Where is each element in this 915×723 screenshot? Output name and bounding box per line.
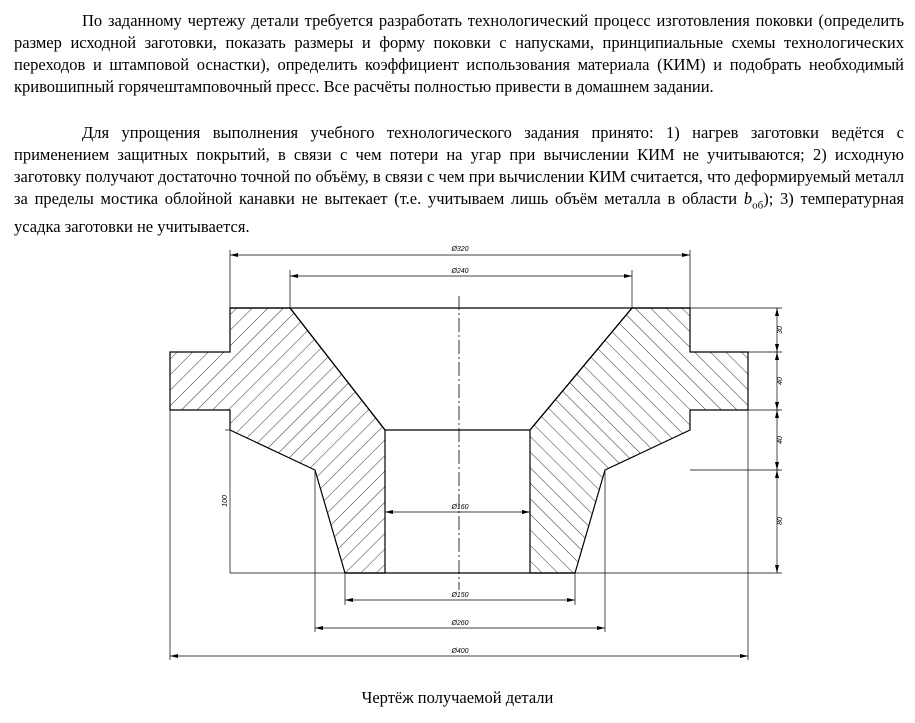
dim-h80: 80 (777, 517, 784, 525)
dim-h40b: 40 (777, 436, 784, 444)
dim-d320: Ø320 (451, 246, 469, 253)
dim-h30: 30 (777, 326, 784, 334)
drawing-caption: Чертёж получаемой детали (361, 688, 554, 707)
flash-bridge-subscript: об (752, 199, 764, 212)
dim-d400: Ø400 (451, 648, 469, 655)
left-section (170, 308, 385, 573)
dim-h40a: 40 (777, 377, 784, 385)
dim-d150: Ø150 (451, 592, 469, 599)
dim-d260: Ø260 (451, 620, 469, 627)
flash-bridge-symbol: b (743, 189, 753, 208)
assumptions-text: Для упрощения выполнения учебного технологического задания принято: 1) нагрев заготовки ведётся с применением защитных покрытий, в связи с чем потери на угар при вычислении КИМ не учитываются; 2) исходную заготовку получают достаточно точной по объёму, в связи с чем при вычислении КИМ считается, что деформируемый металл за пределы мостика облойной канавки не вытекает (т.е. учитываем лишь объём металла в области (14, 123, 904, 208)
dim-d240: Ø240 (451, 268, 469, 275)
right-section (530, 308, 748, 573)
task-text: По заданному чертежу детали требуется разработать технологический процесс изготовления поковки (определить размер исходной заготовки, показать размеры и форму поковки с напусками, принципиальные схемы технологических переходов и штамповой оснастки), определить коэффициент использования материала (КИМ) и подобрать необходимый кривошипный горячештамповочный пресс. Все расчёты полностью привести в домашнем задании. (14, 11, 904, 96)
dim-h100: 100 (222, 495, 229, 507)
dim-d160: Ø160 (451, 504, 469, 511)
assumptions-text-end: ); 3) температурная усадка заготовки не учитывается. (14, 189, 904, 237)
